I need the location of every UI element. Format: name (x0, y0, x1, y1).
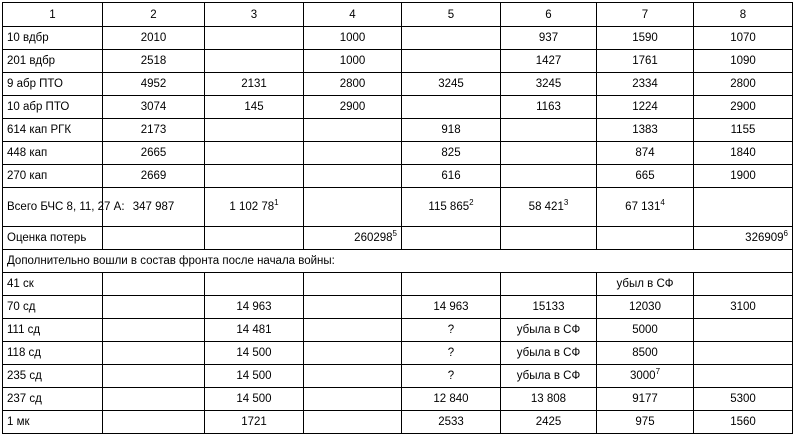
table-cell: 1840 (694, 142, 793, 165)
losses-row (3, 227, 793, 250)
row-label: 1 мк (3, 411, 103, 434)
losses-label: Оценка потерь (3, 227, 103, 250)
table-cell: 1721 (205, 411, 304, 434)
table-cell: 616 (402, 165, 501, 188)
table-cell: 1000 (304, 50, 402, 73)
table-cell: 1163 (501, 96, 597, 119)
table-cell: 1560 (694, 411, 793, 434)
table-cell: убыла в СФ (501, 342, 597, 365)
table-cell: 145 (205, 96, 304, 119)
table-cell: 1590 (597, 27, 694, 50)
column-header: 8 (694, 3, 793, 27)
cell-value: 58 421 (528, 201, 564, 213)
row-label: 10 вдбр (3, 27, 103, 50)
table-cell: 3245 (501, 73, 597, 96)
row-label: 235 сд (3, 365, 103, 388)
section-row (3, 250, 793, 273)
table-cell (501, 188, 597, 227)
table-cell: 825 (402, 142, 501, 165)
table-cell (205, 27, 304, 50)
table-cell: 2900 (304, 96, 402, 119)
table-cell (304, 119, 402, 142)
table-cell (103, 365, 205, 388)
row-label: 41 ск (3, 273, 103, 296)
table-cell: 1155 (694, 119, 793, 142)
table-cell (205, 165, 304, 188)
table-cell: 13 808 (501, 388, 597, 411)
table-cell: убыл в СФ (597, 273, 694, 296)
table-cell: 975 (597, 411, 694, 434)
table-cell: ? (402, 365, 501, 388)
table-cell: ? (402, 342, 501, 365)
total-row (3, 188, 793, 227)
table-cell (694, 319, 793, 342)
table-cell (597, 188, 694, 227)
footnote-mark: 7 (655, 367, 661, 377)
table-cell: 1427 (501, 50, 597, 73)
table-row (3, 273, 793, 296)
table-cell (694, 227, 793, 250)
losses-table (2, 2, 793, 434)
row-label: 614 кап РГК (3, 119, 103, 142)
table-cell (304, 411, 402, 434)
row-label: 448 кап (3, 142, 103, 165)
table-row (3, 296, 793, 319)
table-cell (501, 165, 597, 188)
cell-value: 260298 (354, 232, 393, 244)
table-cell (304, 273, 402, 296)
document-page (2, 2, 793, 434)
table-cell: 14 500 (205, 365, 304, 388)
table-row (3, 388, 793, 411)
table-cell (304, 388, 402, 411)
table-cell (205, 119, 304, 142)
table-cell: 3074 (103, 96, 205, 119)
table-cell: 9177 (597, 388, 694, 411)
table-cell (103, 273, 205, 296)
table-cell: 1383 (597, 119, 694, 142)
column-header: 7 (597, 3, 694, 27)
table-cell (103, 319, 205, 342)
table-cell: 12 840 (402, 388, 501, 411)
table-cell: 918 (402, 119, 501, 142)
table-cell: 5000 (597, 319, 694, 342)
column-header: 2 (103, 3, 205, 27)
footnote-mark: 4 (660, 198, 665, 208)
table-cell (205, 273, 304, 296)
cell-value: 3000 (629, 370, 656, 382)
table-row (3, 319, 793, 342)
table-cell: убыла в СФ (501, 365, 597, 388)
table-cell (402, 27, 501, 50)
table-cell: 937 (501, 27, 597, 50)
cell-value: 115 865 (428, 201, 470, 213)
table-cell: 2533 (402, 411, 501, 434)
row-label: 237 сд (3, 388, 103, 411)
row-label: 111 сд (3, 319, 103, 342)
table-cell (501, 119, 597, 142)
cell-value: 1 102 78 (229, 201, 275, 213)
table-cell (304, 296, 402, 319)
cell-value: 67 131 (625, 201, 661, 213)
table-cell (694, 273, 793, 296)
footnote-mark: 2 (469, 198, 474, 208)
table-cell: 14 500 (205, 388, 304, 411)
table-cell (103, 296, 205, 319)
header-row (3, 3, 793, 27)
table-cell: 4952 (103, 73, 205, 96)
table-cell: ? (402, 319, 501, 342)
table-cell (103, 411, 205, 434)
table-cell: 14 963 (402, 296, 501, 319)
column-header: 3 (205, 3, 304, 27)
table-cell (694, 188, 793, 227)
table-cell (205, 227, 304, 250)
row-label: 270 кап (3, 165, 103, 188)
table-row (3, 73, 793, 96)
table-row (3, 119, 793, 142)
column-header: 6 (501, 3, 597, 27)
table-cell (205, 142, 304, 165)
table-cell: 2010 (103, 27, 205, 50)
table-cell: 3100 (694, 296, 793, 319)
table-cell (304, 188, 402, 227)
table-cell (103, 227, 205, 250)
table-cell (597, 365, 694, 388)
table-cell: 2669 (103, 165, 205, 188)
row-label: 9 абр ПТО (3, 73, 103, 96)
row-label: 70 сд (3, 296, 103, 319)
table-row (3, 342, 793, 365)
table-row (3, 96, 793, 119)
table-cell (402, 188, 501, 227)
table-cell: 1090 (694, 50, 793, 73)
table-cell: 2173 (103, 119, 205, 142)
table-row (3, 365, 793, 388)
table-cell (103, 342, 205, 365)
table-cell (304, 142, 402, 165)
table-cell: 1000 (304, 27, 402, 50)
footnote-mark: 1 (274, 198, 279, 208)
table-row (3, 411, 793, 434)
column-header: 1 (3, 3, 103, 27)
table-cell: 5300 (694, 388, 793, 411)
cell-value: 326909 (745, 232, 784, 244)
footnote-mark: 5 (392, 229, 397, 239)
table-cell (304, 165, 402, 188)
table-cell: 1900 (694, 165, 793, 188)
table-cell: 1224 (597, 96, 694, 119)
table-cell: 1070 (694, 27, 793, 50)
table-cell: 2800 (694, 73, 793, 96)
table-cell: 15133 (501, 296, 597, 319)
table-cell: 2334 (597, 73, 694, 96)
column-header: 4 (304, 3, 402, 27)
table-cell (501, 273, 597, 296)
table-cell: 2131 (205, 73, 304, 96)
column-header: 5 (402, 3, 501, 27)
table-cell (597, 227, 694, 250)
table-cell: 2665 (103, 142, 205, 165)
row-label: 10 абр ПТО (3, 96, 103, 119)
table-cell (304, 319, 402, 342)
row-label: 118 сд (3, 342, 103, 365)
table-row (3, 27, 793, 50)
table-cell (402, 96, 501, 119)
table-cell (205, 50, 304, 73)
table-cell: 14 500 (205, 342, 304, 365)
table-cell (402, 227, 501, 250)
table-cell: 8500 (597, 342, 694, 365)
footnote-mark: 3 (563, 198, 569, 208)
table-row (3, 165, 793, 188)
table-cell: 2900 (694, 96, 793, 119)
table-cell (402, 273, 501, 296)
table-cell: 2800 (304, 73, 402, 96)
table-cell (304, 227, 402, 250)
main-rows (3, 27, 793, 434)
table-cell: убыла в СФ (501, 319, 597, 342)
table-cell (501, 227, 597, 250)
total-label: Всего БЧС 8, 11, 27 А: (3, 188, 103, 227)
table-cell: 2425 (501, 411, 597, 434)
row-label: 201 вдбр (3, 50, 103, 73)
table-cell: 2518 (103, 50, 205, 73)
table-cell: 874 (597, 142, 694, 165)
table-row (3, 142, 793, 165)
table-cell (103, 388, 205, 411)
table-cell: 14 963 (205, 296, 304, 319)
table-cell: 14 481 (205, 319, 304, 342)
table-cell (694, 342, 793, 365)
table-cell (694, 365, 793, 388)
table-cell: 3245 (402, 73, 501, 96)
cell-value: 347 987 (132, 201, 175, 213)
table-cell (205, 188, 304, 227)
table-cell (501, 142, 597, 165)
table-cell (304, 365, 402, 388)
table-cell: 1761 (597, 50, 694, 73)
table-cell (402, 50, 501, 73)
section-title: Дополнительно вошли в состав фронта после начала войны: (3, 250, 793, 273)
footnote-mark: 6 (783, 229, 788, 239)
table-row (3, 50, 793, 73)
table-cell (304, 342, 402, 365)
table-cell: 12030 (597, 296, 694, 319)
table-cell: 665 (597, 165, 694, 188)
